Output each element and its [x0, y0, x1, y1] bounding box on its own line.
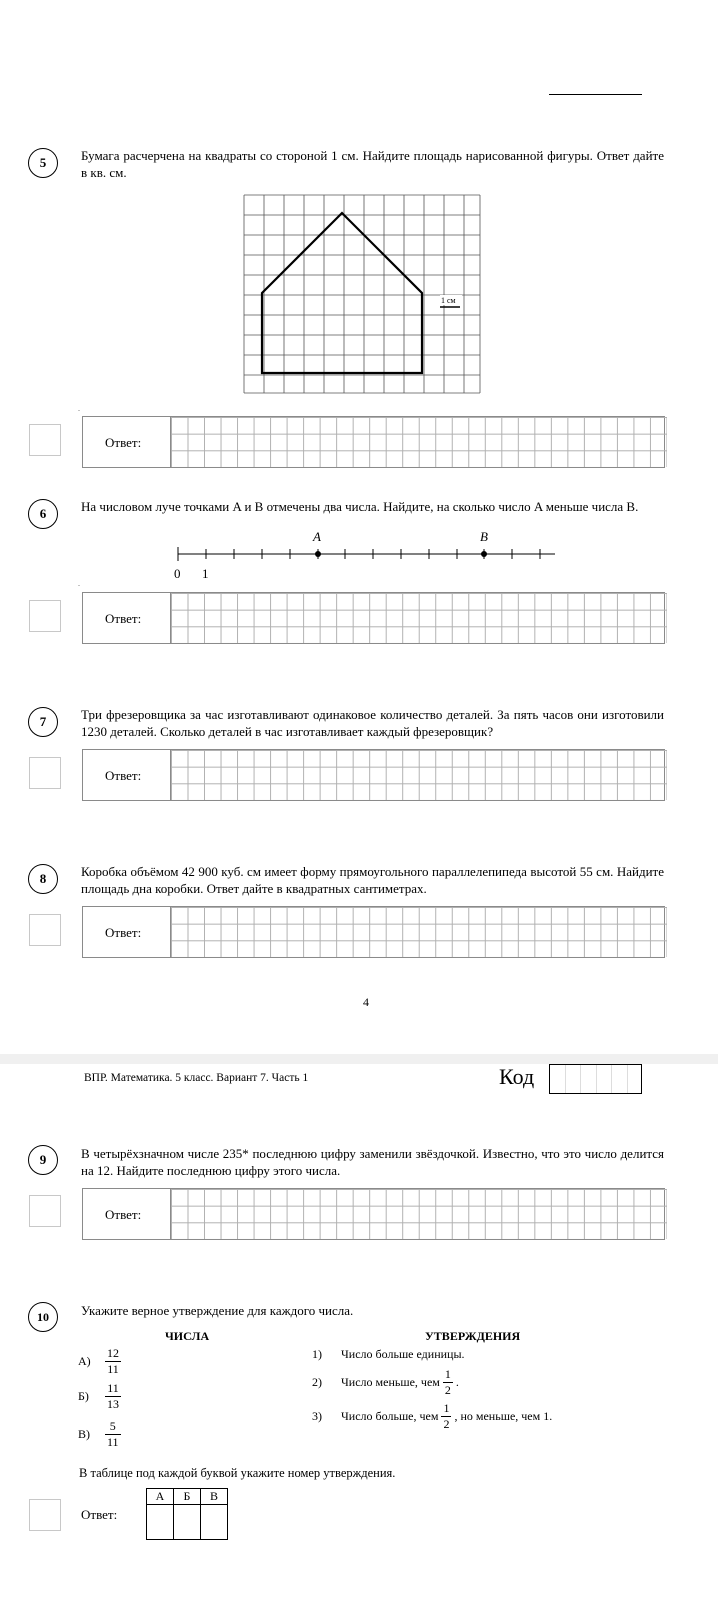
tick-label-0: 0 — [174, 566, 181, 581]
answer-label: Ответ: — [105, 768, 142, 783]
table-header-c: В — [201, 1489, 228, 1505]
score-box-10[interactable] — [29, 1499, 61, 1531]
answer-grid[interactable] — [170, 417, 667, 467]
statement-index: 3) — [312, 1409, 322, 1423]
number-item-b — [78, 1381, 121, 1412]
statement-3 — [312, 1401, 552, 1432]
number-item-c — [78, 1419, 121, 1450]
code-box[interactable] — [549, 1064, 642, 1094]
score-box-6[interactable] — [29, 600, 61, 632]
question-9-number: 9 — [28, 1145, 58, 1175]
denominator: 13 — [107, 1397, 119, 1411]
answer-table — [146, 1488, 228, 1540]
denominator: 2 — [444, 1383, 451, 1397]
number-fraction — [105, 1346, 121, 1377]
answer-grid[interactable] — [170, 907, 667, 957]
point-b — [481, 551, 487, 557]
page-number: 4 — [363, 995, 369, 1009]
answer-label-10: Ответ: — [81, 1507, 118, 1522]
table-cell-c[interactable] — [201, 1505, 228, 1540]
statement-index: 1) — [312, 1347, 322, 1361]
score-box-5[interactable] — [29, 424, 61, 456]
score-box-9[interactable] — [29, 1195, 61, 1227]
label-a: A — [313, 529, 321, 544]
scale-label: 1 см — [441, 296, 456, 305]
question-7-text: Три фрезеровщика за час изготавливают одинаковое количество деталей. За пять часов они изготовили 1230 деталей. Сколько деталей в час изготавливает каждый фрезеровщик? — [81, 707, 664, 739]
question-5-number: 5 — [28, 148, 58, 178]
denominator: 2 — [443, 1417, 450, 1431]
statement-text: Число больше, чем — [341, 1409, 439, 1423]
statement-fraction — [441, 1401, 451, 1432]
code-label: Код — [499, 1064, 535, 1089]
score-box-8[interactable] — [29, 914, 61, 946]
answer-label: Ответ: — [105, 925, 142, 940]
dot-marker: . — [78, 579, 80, 588]
question-6-number: 6 — [28, 499, 58, 529]
grid-figure — [240, 193, 485, 395]
answer-box-5[interactable] — [82, 416, 665, 468]
dot-marker: . — [78, 404, 80, 413]
number-fraction — [105, 1381, 121, 1412]
numerator: 1 — [443, 1401, 450, 1415]
house-figure — [262, 213, 422, 373]
statement-1 — [312, 1347, 465, 1362]
label-b: B — [480, 529, 488, 544]
denominator: 11 — [107, 1362, 119, 1376]
table-instruction: В таблице под каждой буквой укажите номер утверждения. — [79, 1466, 396, 1480]
top-line — [549, 94, 642, 95]
number-letter: Б) — [78, 1389, 89, 1403]
question-10-text: Укажите верное утверждение для каждого числа. — [81, 1303, 354, 1318]
answer-label: Ответ: — [105, 611, 142, 626]
page-header: ВПР. Математика. 5 класс. Вариант 7. Часть 1 — [84, 1072, 309, 1084]
answer-grid[interactable] — [170, 1189, 667, 1239]
answer-grid[interactable] — [170, 593, 667, 643]
denominator: 11 — [107, 1435, 119, 1449]
answer-label: Ответ: — [105, 1207, 142, 1222]
number-fraction — [105, 1419, 121, 1450]
answer-box-8[interactable] — [82, 906, 665, 958]
page-2 — [0, 1064, 718, 1612]
question-8-number: 8 — [28, 864, 58, 894]
statements-header: УТВЕРЖДЕНИЯ — [425, 1329, 521, 1343]
page-separator — [0, 1054, 718, 1064]
answer-label: Ответ: — [105, 435, 142, 450]
question-9-text: В четырёхзначном числе 235* последнюю цифру заменили звёздочкой. Известно, что это число делится на 12. Найдите последнюю цифру этого числа. — [81, 1146, 664, 1178]
table-header-a: А — [147, 1489, 174, 1505]
point-a — [315, 551, 321, 557]
table-header-b: Б — [174, 1489, 201, 1505]
table-cell-a[interactable] — [147, 1505, 174, 1540]
numbers-header: ЧИСЛА — [165, 1329, 210, 1343]
number-item-a — [78, 1346, 121, 1377]
numerator: 5 — [105, 1419, 121, 1435]
statement-fraction — [443, 1367, 453, 1398]
answer-box-7[interactable] — [82, 749, 665, 801]
number-ray — [170, 544, 560, 566]
question-7-number: 7 — [28, 707, 58, 737]
numerator: 12 — [107, 1346, 119, 1360]
answer-grid[interactable] — [170, 750, 667, 800]
statement-text: Число меньше, чем — [341, 1375, 440, 1389]
statement-index: 2) — [312, 1375, 322, 1389]
tick-label-1: 1 — [202, 566, 209, 581]
answer-box-9[interactable] — [82, 1188, 665, 1240]
question-10-number: 10 — [28, 1302, 58, 1332]
question-6-body: На числовом луче точками A и B отмечены два числа. Найдите, на сколько число A меньше числа B. — [81, 499, 639, 514]
numerator: 11 — [105, 1381, 121, 1397]
question-5-text: Бумага расчерчена на квадраты со стороной 1 см. Найдите площадь нарисованной фигуры. Ответ дайте в кв. см. — [81, 148, 664, 180]
answer-box-6[interactable] — [82, 592, 665, 644]
statement-text: Число больше единицы. — [341, 1347, 465, 1361]
number-letter: А) — [78, 1354, 91, 1368]
question-8-text: Коробка объёмом 42 900 куб. см имеет форму прямоугольного параллелепипеда высотой 55 см. Найдите площадь дна коробки. Ответ дайте в квадратных сантиметрах. — [81, 864, 664, 896]
question-6-text — [81, 498, 664, 515]
numerator: 1 — [444, 1367, 451, 1381]
statement-tail: , но меньше, чем 1. — [454, 1409, 553, 1423]
table-cell-b[interactable] — [174, 1505, 201, 1540]
statement-2 — [312, 1367, 459, 1398]
number-letter: В) — [78, 1427, 90, 1441]
statement-tail: . — [455, 1375, 459, 1389]
score-box-7[interactable] — [29, 757, 61, 789]
